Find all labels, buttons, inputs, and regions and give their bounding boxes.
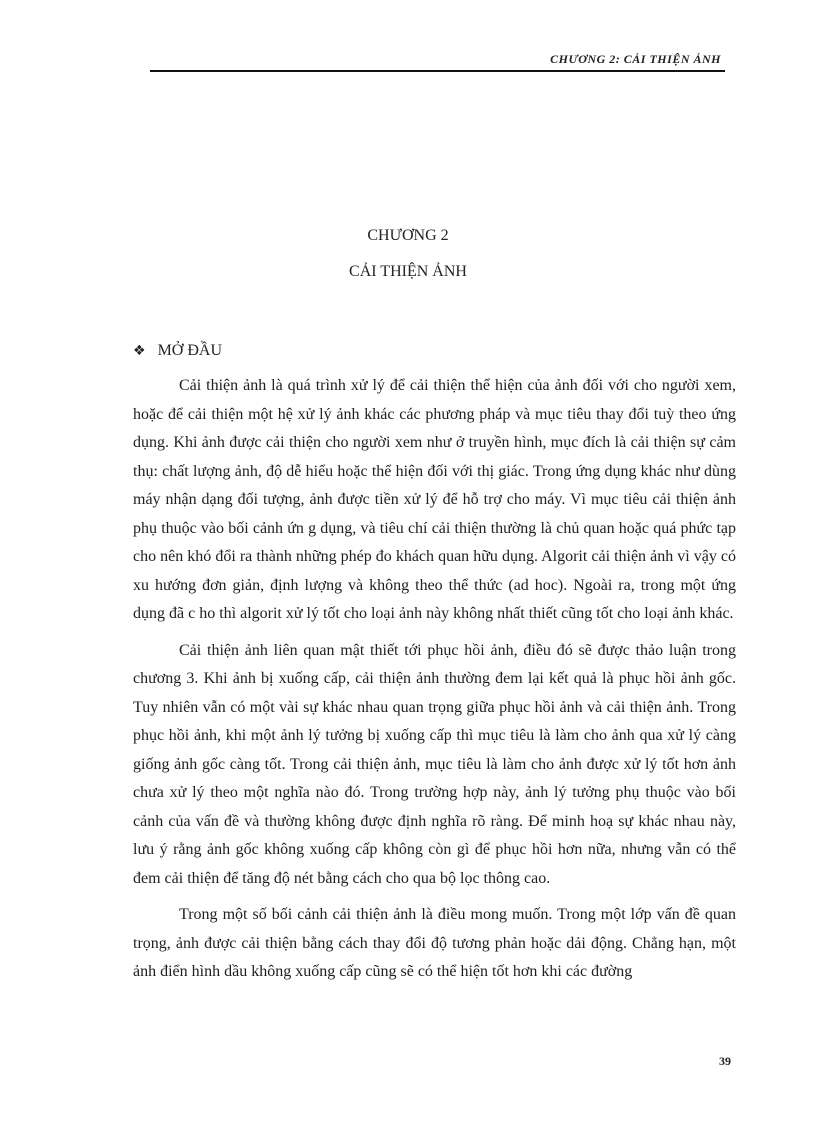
paragraph-1: Cải thiện ảnh là quá trình xử lý để cải thiện thể hiện của ảnh đối với cho người xem, hoặc để cải thiện một hệ xử lý ảnh khác các phương pháp và mục tiêu thay đổi tuỳ theo ứng dụng. Khi ảnh được cải thiện cho người xem như ở truyền hình, mục đích là cải thiện sự cảm thụ: chất lượng ảnh, độ dễ hiểu hoặc thể hiện đối với thị giác. Trong ứng dụng khác như dùng máy nhận dạng đối tượng, ảnh được tiền xử lý để hỗ trợ cho máy. Vì mục tiêu cải thiện ảnh phụ thuộc vào bối cảnh ứn g dụng, và tiêu chí cải thiện thường là chủ quan hoặc quá phức tạp cho nên khó đổi ra thành những phép đo khách quan hữu dụng. Algorit cải thiện ảnh vì vậy có xu hướng đơn giản, định lượng và không theo thể thức (ad hoc). Ngoài ra, trong một ứng dụng đã c ho thì algorit xử lý tốt cho loại ảnh này không nhất thiết cũng tốt cho loại ảnh khác. xyxy=(133,377,736,622)
running-header-title: CHƯƠNG 2: CẢI THIỆN ẢNH xyxy=(550,52,721,66)
running-header xyxy=(150,52,725,72)
body-text xyxy=(133,372,736,995)
page-number: 39 xyxy=(719,1054,731,1068)
chapter-title: CẢI THIỆN ẢNH xyxy=(349,263,467,280)
section-heading xyxy=(133,342,222,360)
section-heading-text: MỞ ĐẦU xyxy=(157,342,223,359)
paragraph-2: Cải thiện ảnh liên quan mật thiết tới phục hồi ảnh, điều đó sẽ được thảo luận trong chương 3. Khi ảnh bị xuống cấp, cải thiện ảnh thường đem lại kết quả là phục hồi ảnh gốc. Tuy nhiên vẫn có một vài sự khác nhau quan trọng giữa phục hồi ảnh và cải thiện ảnh. Trong phục hồi ảnh, khi một ảnh lý tưởng bị xuống cấp thì mục tiêu là làm cho ảnh qua xử lý càng giống ảnh gốc càng tốt. Trong cải thiện ảnh, mục tiêu là làm cho ảnh được xử lý tốt hơn ảnh chưa xử lý theo một nghĩa nào đó. Trong trường hợp này, ảnh lý tưởng phụ thuộc vào bối cảnh của vấn đề và thường không được định nghĩa rõ ràng. Để minh hoạ sự khác nhau này, lưu ý rằng ảnh gốc không xuống cấp không còn gì để phục hồi hơn nữa, nhưng vẫn có thể đem cải thiện để tăng độ nét bằng cách cho qua bộ lọc thông cao. xyxy=(133,641,736,887)
paragraph-3: Trong một số bối cảnh cải thiện ảnh là điều mong muốn. Trong một lớp vấn đề quan trọng, ảnh được cải thiện bằng cách thay đổi độ tương phản hoặc dải động. Chẳng hạn, một ảnh điển hình dầu không xuống cấp cũng sẽ có thể hiện tốt hơn khi các đường xyxy=(133,906,736,980)
diamond-bullet-icon: ❖ xyxy=(133,343,146,359)
chapter-number: CHƯƠNG 2 xyxy=(367,227,449,244)
